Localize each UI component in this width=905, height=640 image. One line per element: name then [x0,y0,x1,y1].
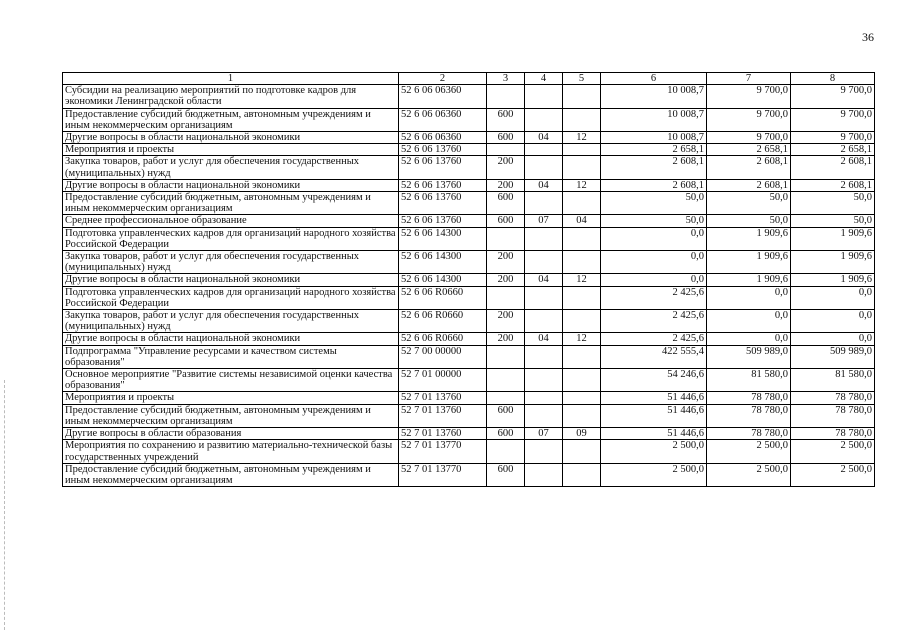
row-amount-col-6: 10 008,7 [601,85,707,108]
row-amount-col-8: 50,0 [791,215,875,227]
row-section [525,251,563,274]
table-row [63,215,875,227]
row-expense-type: 200 [487,310,525,333]
table-row [63,463,875,486]
header-col-5: 5 [563,73,601,85]
row-amount-col-6: 51 446,6 [601,392,707,404]
table-row [63,440,875,463]
row-amount-col-8: 9 700,0 [791,85,875,108]
table-row [63,251,875,274]
row-amount-col-7: 2 500,0 [707,440,791,463]
row-subsection [563,156,601,179]
row-code: 52 6 06 06360 [399,108,487,131]
row-amount-col-8: 1 909,6 [791,227,875,250]
row-amount-col-7: 9 700,0 [707,108,791,131]
row-section: 04 [525,132,563,144]
row-description: Мероприятия и проекты [63,144,399,156]
row-description: Основное мероприятие "Развитие системы независимой оценки качества образования" [63,369,399,392]
row-section [525,369,563,392]
row-amount-col-8: 0,0 [791,333,875,345]
table-row [63,227,875,250]
row-code: 52 6 06 13760 [399,156,487,179]
row-expense-type: 600 [487,215,525,227]
row-amount-col-6: 0,0 [601,227,707,250]
table-body [63,85,875,487]
row-expense-type [487,286,525,309]
header-col-8: 8 [791,73,875,85]
row-amount-col-6: 0,0 [601,251,707,274]
row-section [525,144,563,156]
row-code: 52 6 06 06360 [399,132,487,144]
row-section: 07 [525,215,563,227]
table-row [63,192,875,215]
row-description: Другие вопросы в области национальной экономики [63,179,399,191]
table-row [63,108,875,131]
row-section: 04 [525,274,563,286]
row-section [525,463,563,486]
row-amount-col-6: 2 425,6 [601,286,707,309]
row-section [525,440,563,463]
row-description: Предоставление субсидий бюджетным, автономным учреждениям и иным некоммерческим организациям [63,192,399,215]
row-section [525,108,563,131]
row-subsection [563,286,601,309]
row-expense-type: 600 [487,404,525,427]
budget-table [62,72,875,487]
row-subsection [563,108,601,131]
row-description: Закупка товаров, работ и услуг для обеспечения государственных (муниципальных) нужд [63,251,399,274]
row-amount-col-7: 0,0 [707,333,791,345]
header-col-2: 2 [399,73,487,85]
row-subsection [563,144,601,156]
table-row [63,286,875,309]
row-amount-col-7: 78 780,0 [707,428,791,440]
header-row [63,73,875,85]
row-code: 52 6 06 13760 [399,179,487,191]
row-amount-col-8: 0,0 [791,310,875,333]
row-description: Закупка товаров, работ и услуг для обеспечения государственных (муниципальных) нужд [63,310,399,333]
row-amount-col-8: 78 780,0 [791,428,875,440]
table-row [63,333,875,345]
row-expense-type: 200 [487,333,525,345]
row-section: 04 [525,179,563,191]
row-expense-type [487,392,525,404]
row-amount-col-8: 2 500,0 [791,440,875,463]
row-amount-col-6: 422 555,4 [601,345,707,368]
row-code: 52 7 01 13770 [399,463,487,486]
row-section [525,404,563,427]
row-description: Предоставление субсидий бюджетным, автономным учреждениям и иным некоммерческим организациям [63,404,399,427]
row-subsection [563,404,601,427]
row-amount-col-7: 50,0 [707,192,791,215]
row-amount-col-7: 0,0 [707,310,791,333]
row-description: Другие вопросы в области национальной экономики [63,132,399,144]
row-subsection [563,85,601,108]
row-expense-type [487,144,525,156]
row-amount-col-8: 2 500,0 [791,463,875,486]
row-amount-col-6: 54 246,6 [601,369,707,392]
header-col-3: 3 [487,73,525,85]
row-amount-col-8: 9 700,0 [791,108,875,131]
row-expense-type: 600 [487,108,525,131]
row-section [525,192,563,215]
row-amount-col-6: 2 608,1 [601,156,707,179]
row-description: Подпрограмма "Управление ресурсами и качеством системы образования" [63,345,399,368]
row-code: 52 6 06 R0660 [399,286,487,309]
row-section [525,227,563,250]
row-amount-col-8: 81 580,0 [791,369,875,392]
table-row [63,85,875,108]
row-amount-col-8: 2 658,1 [791,144,875,156]
row-amount-col-7: 78 780,0 [707,392,791,404]
row-amount-col-7: 2 608,1 [707,179,791,191]
row-subsection [563,369,601,392]
row-amount-col-6: 2 608,1 [601,179,707,191]
row-amount-col-6: 2 425,6 [601,310,707,333]
table-row [63,132,875,144]
row-subsection: 12 [563,274,601,286]
row-subsection [563,345,601,368]
row-subsection [563,392,601,404]
row-amount-col-7: 1 909,6 [707,227,791,250]
row-code: 52 6 06 06360 [399,85,487,108]
row-description: Среднее профессиональное образование [63,215,399,227]
table-row [63,345,875,368]
row-expense-type [487,440,525,463]
row-description: Подготовка управленческих кадров для организаций народного хозяйства Российской Федерации [63,227,399,250]
row-section [525,286,563,309]
page-number: 36 [862,30,874,44]
row-expense-type: 200 [487,274,525,286]
row-code: 52 7 00 00000 [399,345,487,368]
row-description: Предоставление субсидий бюджетным, автономным учреждениям и иным некоммерческим организациям [63,108,399,131]
table-row [63,179,875,191]
row-section [525,345,563,368]
row-section: 04 [525,333,563,345]
header-col-4: 4 [525,73,563,85]
row-code: 52 6 06 R0660 [399,333,487,345]
row-amount-col-7: 78 780,0 [707,404,791,427]
row-section [525,392,563,404]
row-amount-col-8: 1 909,6 [791,274,875,286]
row-amount-col-7: 0,0 [707,286,791,309]
row-section: 07 [525,428,563,440]
row-amount-col-8: 50,0 [791,192,875,215]
table-row [63,369,875,392]
row-amount-col-6: 2 425,6 [601,333,707,345]
row-expense-type: 600 [487,463,525,486]
row-subsection [563,251,601,274]
row-amount-col-6: 50,0 [601,215,707,227]
row-expense-type: 600 [487,428,525,440]
row-amount-col-7: 50,0 [707,215,791,227]
row-expense-type [487,85,525,108]
row-expense-type: 600 [487,132,525,144]
header-col-7: 7 [707,73,791,85]
row-expense-type [487,227,525,250]
row-subsection [563,440,601,463]
row-code: 52 7 01 00000 [399,369,487,392]
row-amount-col-6: 51 446,6 [601,428,707,440]
row-subsection [563,310,601,333]
row-code: 52 7 01 13770 [399,440,487,463]
row-description: Другие вопросы в области образования [63,428,399,440]
row-expense-type: 200 [487,156,525,179]
scan-edge [4,380,6,630]
row-code: 52 6 06 R0660 [399,310,487,333]
row-amount-col-8: 2 608,1 [791,156,875,179]
row-code: 52 6 06 14300 [399,227,487,250]
table-row [63,310,875,333]
row-description: Субсидии на реализацию мероприятий по подготовке кадров для экономики Ленинградской области [63,85,399,108]
row-amount-col-6: 10 008,7 [601,132,707,144]
row-amount-col-7: 9 700,0 [707,132,791,144]
row-expense-type [487,369,525,392]
row-subsection: 12 [563,179,601,191]
row-section [525,85,563,108]
row-section [525,156,563,179]
row-amount-col-6: 2 658,1 [601,144,707,156]
row-expense-type: 200 [487,251,525,274]
row-description: Другие вопросы в области национальной экономики [63,274,399,286]
row-amount-col-6: 2 500,0 [601,440,707,463]
row-subsection: 12 [563,132,601,144]
table-header [63,73,875,85]
row-amount-col-7: 1 909,6 [707,274,791,286]
row-subsection: 12 [563,333,601,345]
row-amount-col-7: 1 909,6 [707,251,791,274]
row-code: 52 6 06 14300 [399,251,487,274]
row-code: 52 6 06 14300 [399,274,487,286]
row-amount-col-8: 509 989,0 [791,345,875,368]
row-description: Другие вопросы в области национальной экономики [63,333,399,345]
table-row [63,144,875,156]
table-row [63,392,875,404]
row-amount-col-8: 0,0 [791,286,875,309]
row-code: 52 6 06 13760 [399,192,487,215]
row-amount-col-6: 51 446,6 [601,404,707,427]
row-amount-col-6: 2 500,0 [601,463,707,486]
row-subsection: 09 [563,428,601,440]
table-row [63,274,875,286]
row-amount-col-7: 509 989,0 [707,345,791,368]
row-amount-col-7: 2 658,1 [707,144,791,156]
header-col-1: 1 [63,73,399,85]
row-description: Подготовка управленческих кадров для организаций народного хозяйства Российской Федерации [63,286,399,309]
row-amount-col-8: 1 909,6 [791,251,875,274]
row-description: Закупка товаров, работ и услуг для обеспечения государственных (муниципальных) нужд [63,156,399,179]
row-code: 52 7 01 13760 [399,392,487,404]
row-subsection: 04 [563,215,601,227]
header-col-6: 6 [601,73,707,85]
row-amount-col-7: 2 500,0 [707,463,791,486]
row-amount-col-8: 78 780,0 [791,404,875,427]
row-amount-col-8: 9 700,0 [791,132,875,144]
row-expense-type: 600 [487,192,525,215]
row-amount-col-7: 81 580,0 [707,369,791,392]
row-amount-col-6: 0,0 [601,274,707,286]
row-subsection [563,463,601,486]
row-subsection [563,227,601,250]
row-subsection [563,192,601,215]
row-expense-type [487,345,525,368]
row-code: 52 6 06 13760 [399,144,487,156]
row-amount-col-6: 10 008,7 [601,108,707,131]
row-code: 52 7 01 13760 [399,404,487,427]
row-amount-col-6: 50,0 [601,192,707,215]
table-row [63,404,875,427]
row-description: Предоставление субсидий бюджетным, автономным учреждениям и иным некоммерческим организациям [63,463,399,486]
row-code: 52 7 01 13760 [399,428,487,440]
row-amount-col-7: 9 700,0 [707,85,791,108]
table-row [63,156,875,179]
row-description: Мероприятия по сохранению и развитию материально-технической базы государственных учреждений [63,440,399,463]
row-amount-col-7: 2 608,1 [707,156,791,179]
row-amount-col-8: 78 780,0 [791,392,875,404]
row-section [525,310,563,333]
row-code: 52 6 06 13760 [399,215,487,227]
row-description: Мероприятия и проекты [63,392,399,404]
row-amount-col-8: 2 608,1 [791,179,875,191]
table-row [63,428,875,440]
row-expense-type: 200 [487,179,525,191]
